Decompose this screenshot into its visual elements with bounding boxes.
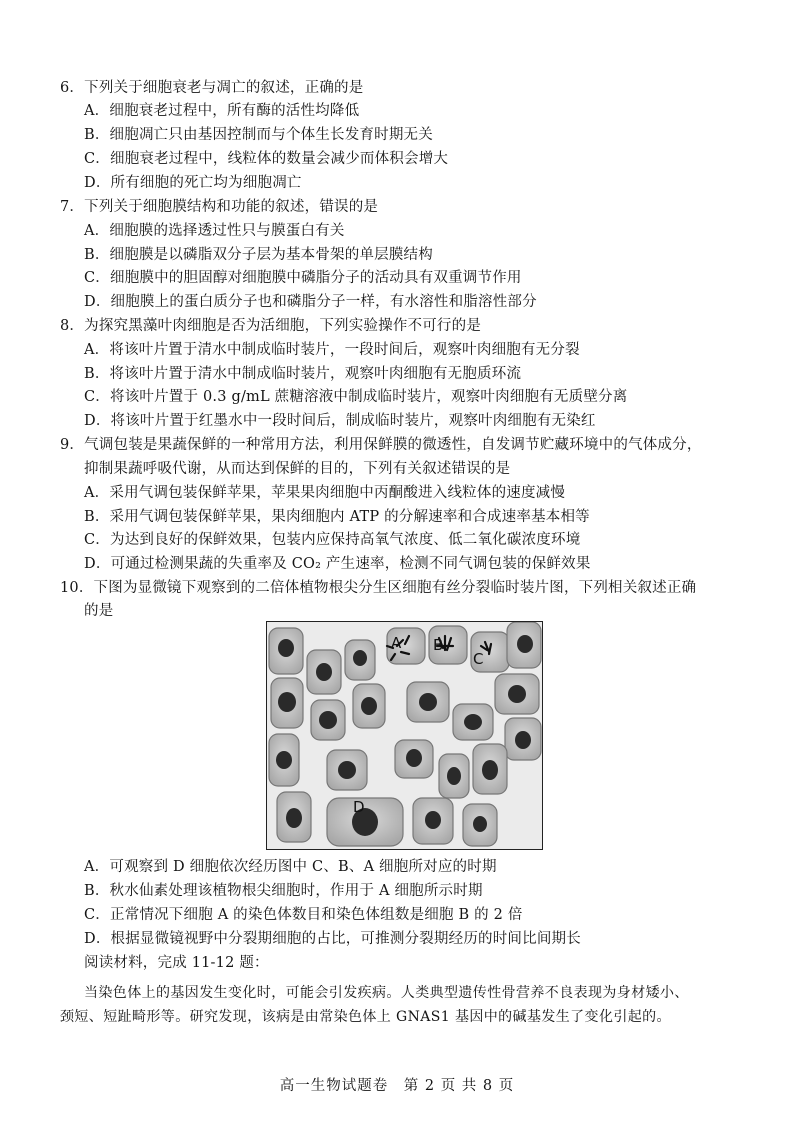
question-6-option-b: B．细胞凋亡只由基因控制而与个体生长发育时期无关	[84, 127, 433, 143]
reading-material-line-2: 颈短、短趾畸形等。研究发现，该病是由常染色体上 GNAS1 基因中的碱基发生了变化引起的。	[60, 1009, 671, 1025]
question-10-option-c: C．正常情况下细胞 A 的染色体数目和染色体组数是细胞 B 的 2 倍	[84, 907, 523, 923]
cell-label-d: D	[353, 798, 365, 816]
question-9-stem-continued: 抑制果蔬呼吸代谢，从而达到保鲜的目的，下列有关叙述错误的是	[84, 461, 511, 477]
question-9-option-d: D．可通过检测果蔬的失重率及 CO₂ 产生速率，检测不同气调包装的保鲜效果	[84, 556, 591, 572]
reading-material-line-1: 当染色体上的基因发生变化时，可能会引发疾病。人类典型遗传性骨营养不良表现为身材矮小、	[84, 985, 689, 1001]
question-9-option-c: C．为达到良好的保鲜效果，包装内应保持高氧气浓度、低二氧化碳浓度环境	[84, 532, 581, 548]
question-8-option-c: C．将该叶片置于 0.3 g/mL 蔗糖溶液中制成临时装片，观察叶肉细胞有无质壁分离	[84, 389, 628, 405]
root-tip-cells-image	[267, 622, 542, 849]
question-9-stem: 9．气调包装是果蔬保鲜的一种常用方法，利用保鲜膜的微透性，自发调节贮藏环境中的气体成分，	[60, 437, 702, 453]
question-7-option-a: A．细胞膜的选择透过性只与膜蛋白有关	[84, 223, 345, 239]
question-8-option-b: B．将该叶片置于清水中制成临时装片，观察叶肉细胞有无胞质环流	[84, 366, 522, 382]
question-7-option-c: C．细胞膜中的胆固醇对细胞膜中磷脂分子的活动具有双重调节作用	[84, 270, 522, 286]
question-8-option-a: A．将该叶片置于清水中制成临时装片，一段时间后，观察叶肉细胞有无分裂	[84, 342, 580, 358]
question-8-option-d: D．将该叶片置于红墨水中一段时间后，制成临时装片，观察叶肉细胞有无染红	[84, 413, 596, 429]
question-10-stem: 10．下图为显微镜下观察到的二倍体植物根尖分生区细胞有丝分裂临时装片图，下列相关叙述正确	[60, 580, 697, 596]
cell-label-c: C	[473, 650, 484, 668]
question-6-option-a: A．细胞衰老过程中，所有酶的活性均降低	[84, 103, 360, 119]
reading-instruction: 阅读材料，完成 11-12 题：	[84, 955, 269, 971]
question-10-option-a: A．可观察到 D 细胞依次经历图中 C、B、A 细胞所对应的时期	[84, 859, 497, 875]
question-6-stem: 6．下列关于细胞衰老与凋亡的叙述，正确的是	[60, 80, 364, 96]
question-9-option-b: B．采用气调包装保鲜苹果，果肉细胞内 ATP 的分解速率和合成速率基本相等	[84, 509, 590, 525]
question-6-option-c: C．细胞衰老过程中，线粒体的数量会减少而体积会增大	[84, 151, 449, 167]
question-7-stem: 7．下列关于细胞膜结构和功能的叙述，错误的是	[60, 199, 379, 215]
page-footer: 高一生物试题卷 第 2 页 共 8 页	[279, 1078, 515, 1094]
question-7-option-d: D．细胞膜上的蛋白质分子也和磷脂分子一样，有水溶性和脂溶性部分	[84, 294, 537, 310]
question-10-option-d: D．根据显微镜视野中分裂期细胞的占比，可推测分裂期经历的时间比间期长	[84, 931, 581, 947]
question-7-option-b: B．细胞膜是以磷脂双分子层为基本骨架的单层膜结构	[84, 247, 433, 263]
question-6-option-d: D．所有细胞的死亡均为细胞凋亡	[84, 175, 302, 191]
cell-label-a: A	[391, 634, 402, 652]
question-10-option-b: B．秋水仙素处理该植物根尖细胞时，作用于 A 细胞所示时期	[84, 883, 483, 899]
micrograph-figure	[266, 621, 543, 850]
question-9-option-a: A．采用气调包装保鲜苹果，苹果果肉细胞中丙酮酸进入线粒体的速度减慢	[84, 485, 566, 501]
cell-label-b: B	[433, 636, 444, 654]
question-8-stem: 8．为探究黑藻叶肉细胞是否为活细胞，下列实验操作不可行的是	[60, 318, 482, 334]
question-10-stem-continued: 的是	[84, 603, 114, 619]
